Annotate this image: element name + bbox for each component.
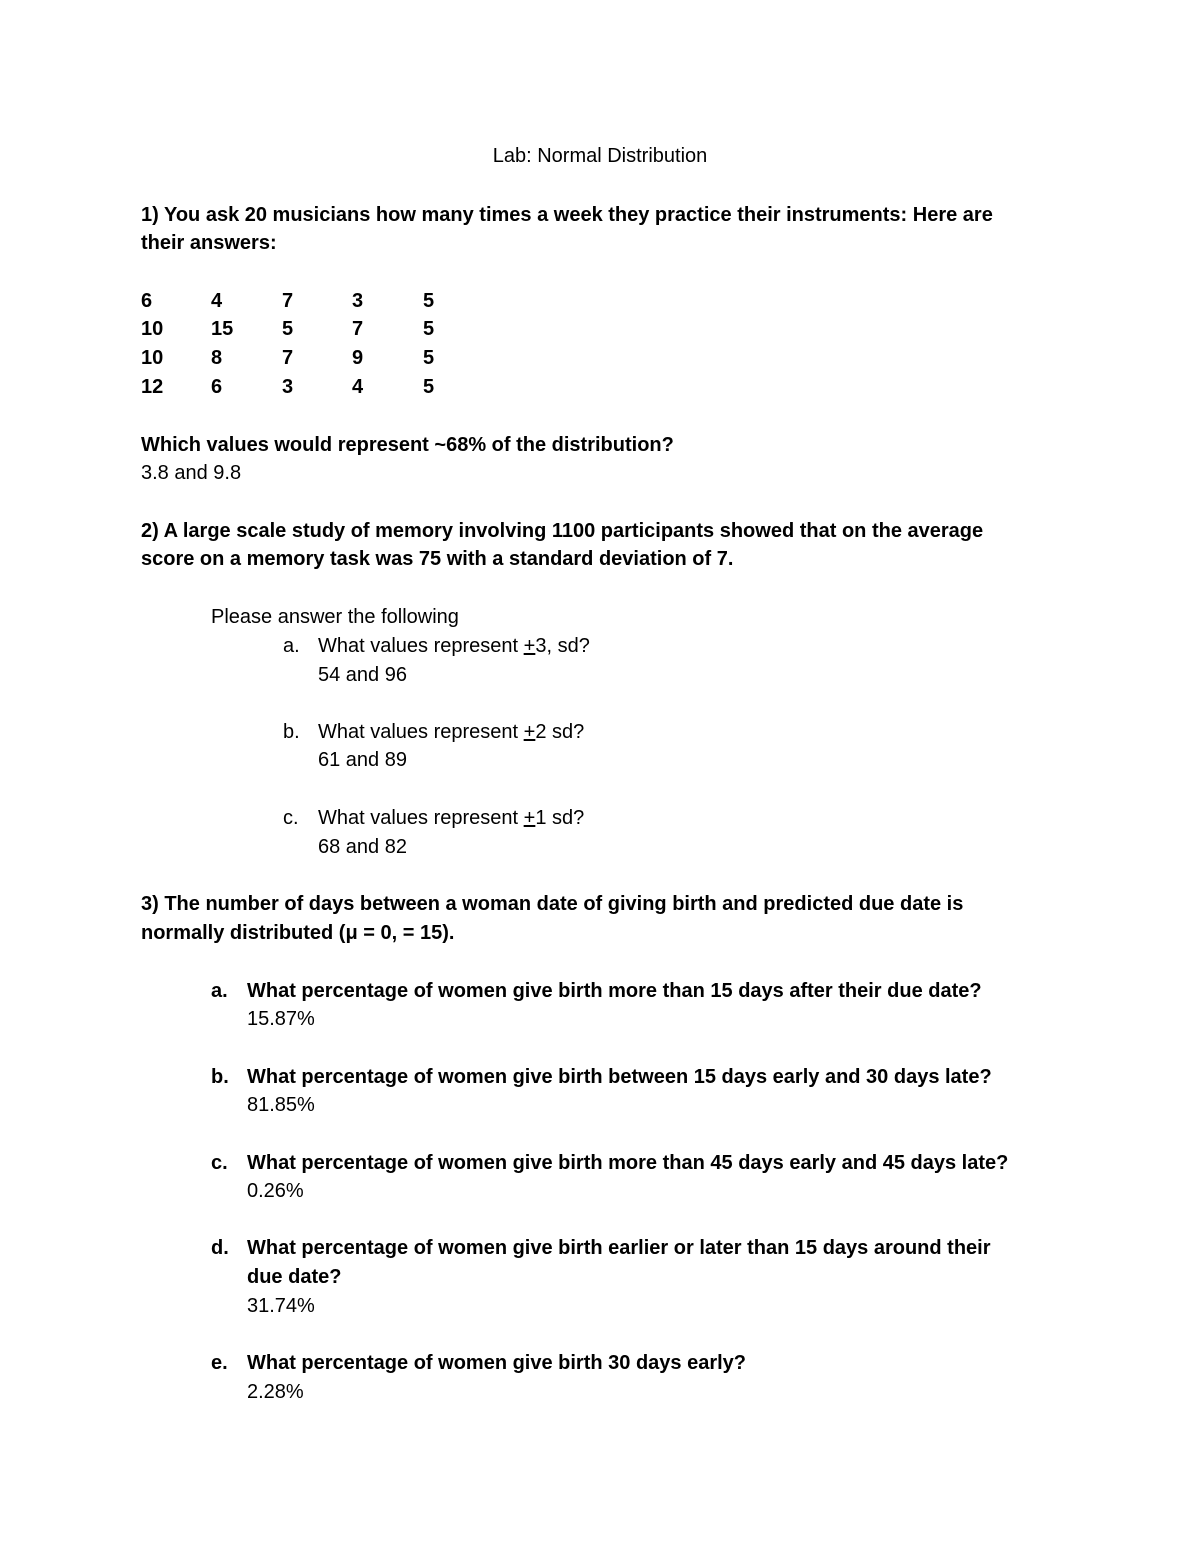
item-answer: 68 and 82 [318, 836, 407, 858]
data-cell: 5 [423, 290, 435, 312]
item-letter: b. [211, 1066, 229, 1088]
q2-prompt-line1: 2) A large scale study of memory involving 1100 participants showed that on the average [141, 520, 984, 542]
q1-prompt-line2: their answers: [141, 232, 277, 254]
question-text: 2 sd? [535, 721, 585, 743]
data-cell: 5 [423, 318, 435, 340]
data-cell: 10 [141, 318, 164, 340]
question-text: 3, sd? [535, 635, 590, 657]
question-text: What values represent [318, 807, 524, 829]
item-question [318, 718, 584, 747]
item-answer: 15.87% [247, 1008, 315, 1030]
item-letter: e. [211, 1352, 228, 1374]
data-cell: 4 [211, 290, 223, 312]
q3-prompt-line1: 3) The number of days between a woman date of giving birth and predicted due date is [141, 893, 964, 915]
data-cell: 3 [352, 290, 364, 312]
plus-minus-sign: + [523, 721, 536, 743]
data-cell: 3 [282, 376, 294, 398]
item-answer: 61 and 89 [318, 749, 407, 771]
q1-prompt-line1: 1) You ask 20 musicians how many times a week they practice their instruments: Here are [141, 204, 993, 226]
item-letter: d. [211, 1237, 229, 1259]
data-cell: 4 [352, 376, 364, 398]
data-cell: 5 [423, 376, 435, 398]
data-cell: 15 [211, 318, 234, 340]
question-text: 1 sd? [535, 807, 585, 829]
question-text: What values represent [318, 721, 524, 743]
plus-minus-sign: + [523, 635, 536, 657]
item-question: What percentage of women give birth more than 45 days early and 45 days late? [247, 1152, 1009, 1174]
item-question: What percentage of women give birth 30 days early? [247, 1352, 747, 1374]
item-question-cont: due date? [247, 1266, 342, 1288]
q3-prompt-line2: normally distributed (μ = 0, = 15). [141, 922, 455, 944]
item-letter: c. [283, 807, 299, 829]
data-cell: 9 [352, 347, 364, 369]
data-cell: 6 [211, 376, 223, 398]
data-cell: 8 [211, 347, 223, 369]
q2-prompt-line2: score on a memory task was 75 with a standard deviation of 7. [141, 548, 734, 570]
item-letter: a. [283, 635, 300, 657]
item-question [318, 632, 590, 661]
item-question [318, 804, 584, 833]
page-title: Lab: Normal Distribution [492, 145, 708, 167]
item-answer: 54 and 96 [318, 664, 407, 686]
item-answer: 81.85% [247, 1094, 315, 1116]
data-cell: 7 [352, 318, 364, 340]
data-cell: 5 [282, 318, 294, 340]
data-cell: 12 [141, 376, 164, 398]
data-cell: 6 [141, 290, 153, 312]
item-answer: 2.28% [247, 1381, 304, 1403]
q1-answer: 3.8 and 9.8 [141, 462, 242, 484]
plus-minus-sign: + [523, 807, 536, 829]
data-cell: 10 [141, 347, 164, 369]
item-question: What percentage of women give birth between 15 days early and 30 days late? [247, 1066, 992, 1088]
item-letter: b. [283, 721, 300, 743]
data-cell: 5 [423, 347, 435, 369]
item-answer: 0.26% [247, 1180, 304, 1202]
q1-question: Which values would represent ~68% of the distribution? [141, 434, 674, 456]
data-cell: 7 [282, 290, 294, 312]
item-question: What percentage of women give birth earlier or later than 15 days around their [247, 1237, 991, 1259]
item-letter: a. [211, 980, 228, 1002]
data-cell: 7 [282, 347, 294, 369]
item-answer: 31.74% [247, 1295, 315, 1317]
question-text: What values represent [318, 635, 524, 657]
q2-instruction: Please answer the following [211, 606, 459, 628]
item-letter: c. [211, 1152, 228, 1174]
item-question: What percentage of women give birth more than 15 days after their due date? [247, 980, 982, 1002]
